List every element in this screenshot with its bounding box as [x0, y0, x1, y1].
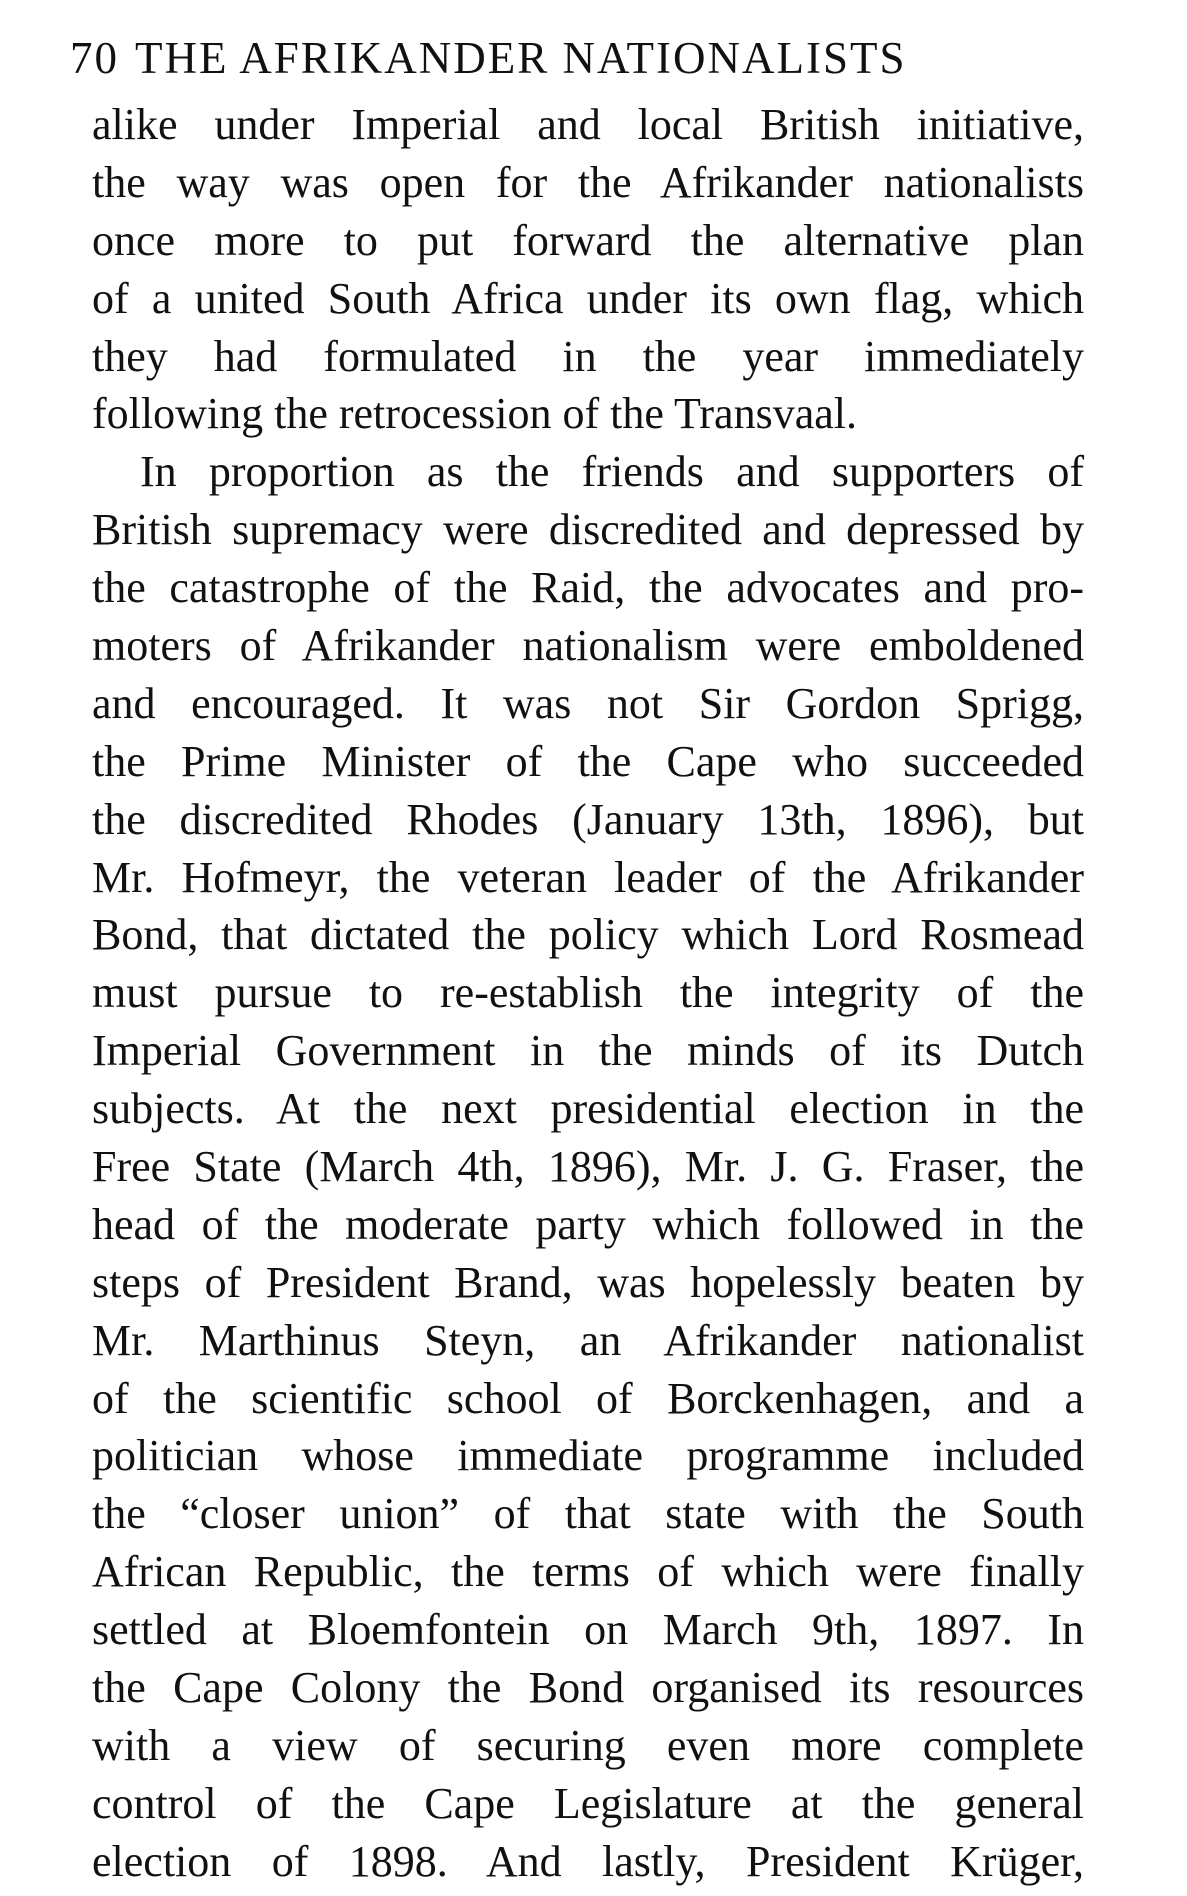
text-line: the Prime Minister of the Cape who succeeded [92, 736, 1084, 786]
body-text [92, 96, 1084, 1891]
text-line: settled at Bloemfontein on March 9th, 1897. In [92, 1605, 1084, 1655]
page-number: 70 [70, 33, 119, 83]
text-line: following the retrocession of the Transvaal. [92, 389, 857, 439]
text-line: control of the Cape Legislature at the general [92, 1778, 1084, 1828]
text-line: must pursue to re-establish the integrity of the [92, 968, 1084, 1018]
text-line: with a view of securing even more complete [92, 1720, 1084, 1770]
paragraph-2 [92, 443, 1084, 1890]
text-line: subjects. At the next presidential election in the [92, 1084, 1084, 1134]
text-line: British supremacy were discredited and depressed by [92, 505, 1084, 555]
paragraph-1 [92, 96, 1084, 443]
text-line: Free State (March 4th, 1896), Mr. J. G. Fraser, the [92, 1142, 1084, 1192]
text-line: Bond, that dictated the policy which Lord Rosmead [92, 910, 1084, 960]
text-line: of a united South Africa under its own flag, which [92, 273, 1084, 323]
text-line: the catastrophe of the Raid, the advocates and pro- [92, 563, 1084, 613]
text-line: once more to put forward the alternative plan [92, 215, 1084, 265]
running-header [70, 28, 1110, 88]
text-line: election of 1898. And lastly, President Krüger, [92, 1836, 1084, 1886]
text-line: Mr. Marthinus Steyn, an Afrikander nationalist [92, 1315, 1084, 1365]
text-line: African Republic, the terms of which were finally [92, 1547, 1084, 1597]
text-line: In proportion as the friends and supporters of [140, 447, 1084, 497]
text-line: moters of Afrikander nationalism were emboldened [92, 621, 1084, 671]
text-line: alike under Imperial and local British initiative, [92, 100, 1084, 149]
running-title: THE AFRIKANDER NATIONALISTS [135, 33, 907, 83]
text-line: steps of President Brand, was hopelessly beaten by [92, 1257, 1084, 1307]
text-line: and encouraged. It was not Sir Gordon Sprigg, [92, 678, 1084, 728]
text-line: politician whose immediate programme included [92, 1431, 1084, 1481]
text-line: the Cape Colony the Bond organised its resources [92, 1663, 1084, 1713]
text-line: Imperial Government in the minds of its Dutch [92, 1026, 1084, 1076]
text-line: the “closer union” of that state with the South [92, 1489, 1084, 1539]
text-line: the way was open for the Afrikander nationalists [92, 157, 1084, 207]
text-line: Mr. Hofmeyr, the veteran leader of the Afrikander [92, 852, 1084, 902]
text-line: the discredited Rhodes (January 13th, 1896), but [92, 794, 1084, 844]
text-line: of the scientific school of Borckenhagen, and a [92, 1373, 1084, 1423]
text-line: head of the moderate party which followed in the [92, 1199, 1084, 1249]
text-line: they had formulated in the year immediately [92, 331, 1084, 381]
